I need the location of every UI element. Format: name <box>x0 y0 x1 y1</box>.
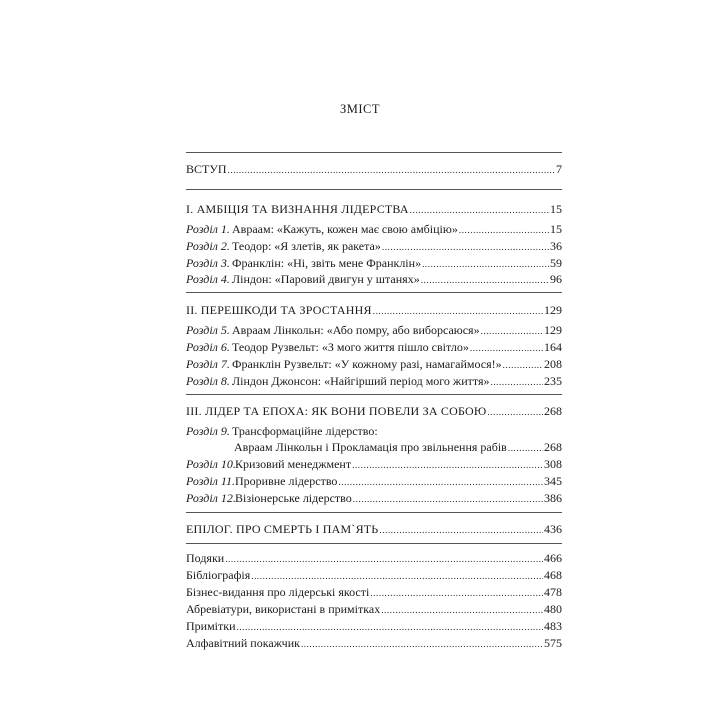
page-number: 268 <box>544 404 562 418</box>
toc-entry-chapter-4[interactable] <box>186 270 562 288</box>
chapter-title: Кризовий менеджмент <box>235 457 352 471</box>
chapter-title: Франклін: «Ні, звіть мене Франклін» <box>232 256 422 270</box>
toc-entry-backmatter[interactable] <box>186 617 562 635</box>
page-number: 96 <box>550 272 562 286</box>
toc-entry-chapter-7[interactable] <box>186 355 562 373</box>
chapter-label: Розділ 5. <box>186 323 230 337</box>
dot-leader <box>373 302 543 320</box>
page-number: 466 <box>544 551 562 565</box>
chapter-title: Трансформаційне лідерство: <box>232 424 378 438</box>
entry-title: Абревіатури, використані в примітках <box>186 602 381 616</box>
divider <box>186 189 562 190</box>
toc-entry-part-2[interactable] <box>186 301 562 319</box>
divider <box>186 292 562 293</box>
page-number: 59 <box>550 256 562 270</box>
toc-entry-part-1[interactable] <box>186 200 562 218</box>
page-number: 436 <box>544 522 562 536</box>
dot-leader <box>410 201 549 219</box>
chapter-label: Розділ 3. <box>186 256 230 270</box>
dot-leader <box>487 403 543 421</box>
toc-entry-chapter-2[interactable] <box>186 237 562 255</box>
page-number: 480 <box>544 602 562 616</box>
chapter-label: Розділ 12. <box>186 491 236 505</box>
page-number: 308 <box>544 457 562 471</box>
chapter-label: Розділ 8. <box>186 374 230 388</box>
toc-entry-chapter-1[interactable] <box>186 220 562 238</box>
part-title: ІІ. ПЕРЕШКОДИ ТА ЗРОСТАННЯ <box>186 303 372 317</box>
chapter-label: Розділ 11. <box>186 474 236 488</box>
page-number: 386 <box>544 491 562 505</box>
part-title: ІІІ. ЛІДЕР ТА ЕПОХА: ЯК ВОНИ ПОВЕЛИ ЗА СОБОЮ <box>186 404 487 418</box>
entry-title: Подяки <box>186 551 225 565</box>
chapter-label: Розділ 1. <box>186 222 230 236</box>
chapter-label: Розділ 7. <box>186 357 230 371</box>
toc-entry-part-3[interactable] <box>186 402 562 420</box>
entry-title: Бізнес-видання про лідерські якості <box>186 585 370 599</box>
toc-entry-chapter-8[interactable] <box>186 372 562 390</box>
page-number: 208 <box>544 357 562 371</box>
entry-title: Алфавітний покажчик <box>186 636 300 650</box>
page-number: 129 <box>544 323 562 337</box>
toc-entry-backmatter[interactable] <box>186 600 562 618</box>
toc-entry-backmatter[interactable] <box>186 566 562 584</box>
toc-entry-epilogue[interactable] <box>186 520 562 538</box>
page-number: 235 <box>544 374 562 388</box>
chapter-label: Розділ 6. <box>186 340 230 354</box>
chapter-title: Ліндон: «Паровий двигун у штанях» <box>232 272 420 286</box>
toc-entry-intro[interactable] <box>186 160 562 178</box>
page-number: 345 <box>544 474 562 488</box>
toc-entry-chapter-5[interactable] <box>186 321 562 339</box>
chapter-title: Франклін Рузвельт: «У кожному разі, намагаймося!» <box>232 357 502 371</box>
chapter-title: Візіонерське лідерство <box>235 491 352 505</box>
page-number: 483 <box>544 619 562 633</box>
entry-title: ЕПІЛОГ. ПРО СМЕРТЬ І ПАМ`ЯТЬ <box>186 522 379 536</box>
chapter-title: Авраам Лінкольн: «Або помру, або виборсаюся» <box>232 323 480 337</box>
chapter-title: Авраам: «Кажуть, кожен має свою амбіцію» <box>232 222 458 236</box>
entry-title: Бібліографія <box>186 568 251 582</box>
toc-entry-chapter-11[interactable] <box>186 472 562 490</box>
toc-entry-chapter-9-cont[interactable] <box>186 438 562 456</box>
chapter-title: Ліндон Джонсон: «Найгірший період мого життя» <box>232 374 490 388</box>
toc-entry-backmatter[interactable] <box>186 549 562 567</box>
toc-entry-backmatter[interactable] <box>186 583 562 601</box>
part-title: І. АМБІЦІЯ ТА ВИЗНАННЯ ЛІДЕРСТВА <box>186 202 409 216</box>
toc-entry-chapter-12[interactable] <box>186 489 562 507</box>
divider <box>186 394 562 395</box>
page-number: 164 <box>544 340 562 354</box>
chapter-label: Розділ 9. <box>186 424 230 438</box>
toc-entry-backmatter[interactable] <box>186 634 562 652</box>
dot-leader <box>379 521 543 539</box>
dot-leader <box>353 490 543 508</box>
chapter-title: Теодор Рузвельт: «З мого життя пішло світло» <box>232 340 469 354</box>
page-number: 478 <box>544 585 562 599</box>
page-number: 7 <box>556 162 562 176</box>
chapter-label: Розділ 4. <box>186 272 230 286</box>
divider <box>186 152 562 153</box>
page-number: 15 <box>550 202 562 216</box>
page-number: 575 <box>544 636 562 650</box>
dot-leader <box>301 635 543 653</box>
toc-entry-chapter-6[interactable] <box>186 338 562 356</box>
chapter-title: Теодор: «Я злетів, як ракета» <box>232 239 381 253</box>
divider <box>186 512 562 513</box>
page-number: 36 <box>550 239 562 253</box>
chapter-title: Проривне лідерство <box>235 474 338 488</box>
dot-leader <box>421 271 549 289</box>
chapter-label: Розділ 2. <box>186 239 230 253</box>
toc-entry-chapter-10[interactable] <box>186 455 562 473</box>
chapter-label: Розділ 10. <box>186 457 236 471</box>
page-number: 468 <box>544 568 562 582</box>
page-number: 15 <box>550 222 562 236</box>
divider <box>186 543 562 544</box>
entry-title: Примітки <box>186 619 236 633</box>
chapter-title-cont: Авраам Лінкольн і Прокламація про звільнення рабів <box>234 440 507 454</box>
page-number: 129 <box>544 303 562 317</box>
dot-leader <box>228 161 556 179</box>
dot-leader <box>490 373 543 391</box>
page-number: 268 <box>544 440 562 454</box>
entry-title: ВСТУП <box>186 162 227 176</box>
page-title: ЗМІСТ <box>339 102 380 116</box>
